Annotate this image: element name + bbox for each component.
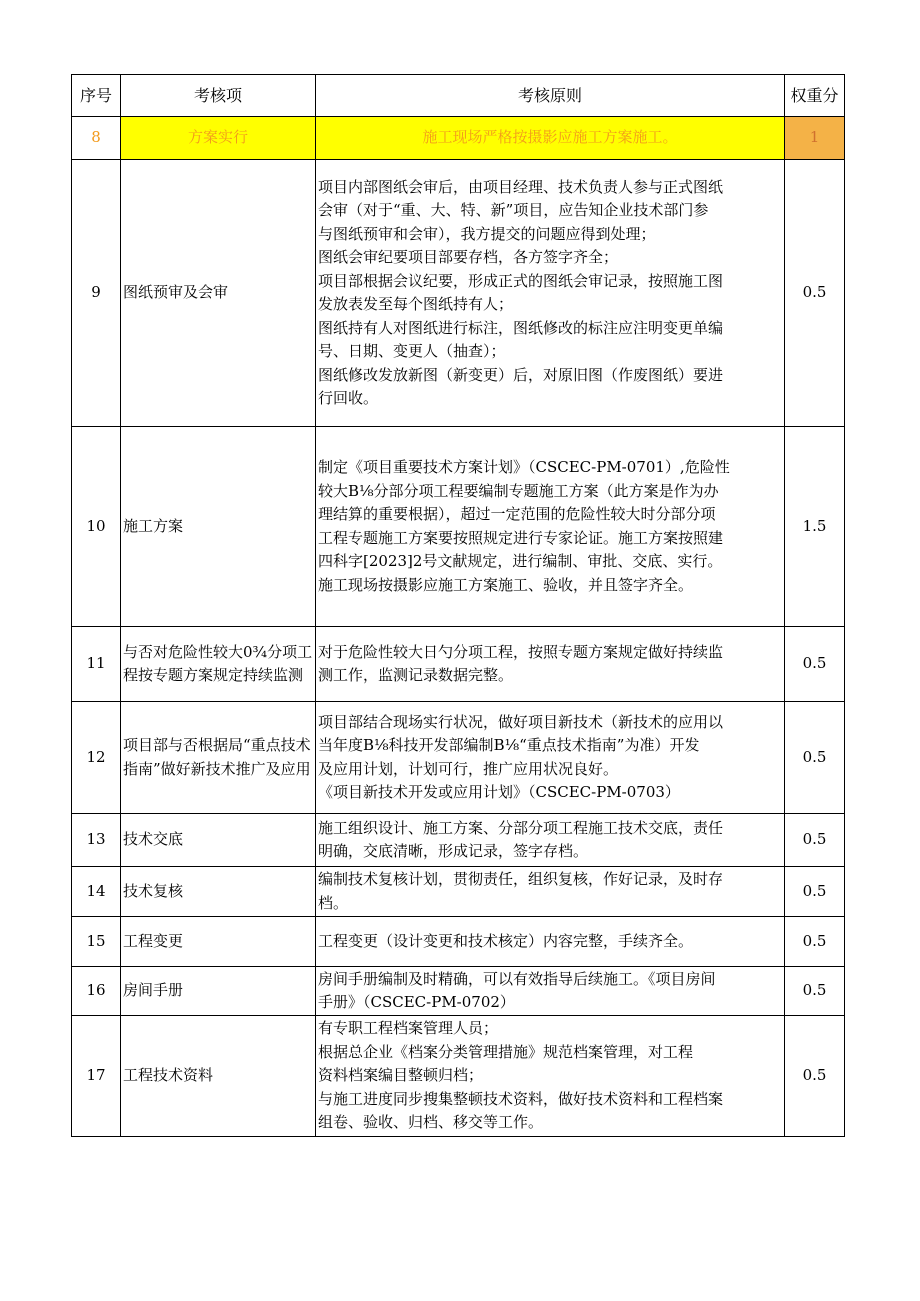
principle-line: 及应用计划，计划可行，推广应用状况良好。: [318, 759, 619, 778]
row-number: 11: [72, 627, 121, 702]
assessment-item: 技术复核: [121, 867, 316, 917]
principle-line: 根据总企业《档案分类管理措施》规范档案管理，对工程: [318, 1042, 694, 1061]
assessment-item: 与否对危险性较大0¾分项工程按专题方案规定持续监测: [121, 627, 316, 702]
assessment-principle: [316, 160, 785, 427]
principle-line: 图纸持有人对图纸进行标注，图纸修改的标注应注明变更单编: [318, 318, 724, 337]
row-number: 14: [72, 867, 121, 917]
principle-line: 施工组织设计、施工方案、分部分项工程施工技术交底，责任: [318, 818, 724, 837]
header-item: 考核项: [121, 75, 316, 117]
assessment-item: 工程变更: [121, 917, 316, 967]
principle-line: 资料档案编目整顿归档；: [318, 1066, 484, 1085]
assessment-item: 工程技术资料: [121, 1016, 316, 1137]
assessment-item: 房间手册: [121, 967, 316, 1016]
principle-line: 四科字[2023]2号文献规定，进行编制、审批、交底、实行。: [318, 552, 723, 570]
assessment-item: 方案实行: [121, 117, 316, 160]
weight-score: 0.5: [785, 814, 845, 867]
row-number: 8: [72, 117, 121, 160]
assessment-principle: [316, 867, 785, 917]
weight-score: 0.5: [785, 967, 845, 1016]
principle-line: 号、日期、变更人（抽查）；: [318, 342, 506, 360]
principle-line: 与施工进度同步搜集整顿技术资料，做好技术资料和工程档案: [318, 1089, 724, 1108]
principle-line: 较大B⅛分部分项工程要编制专题施工方案（此方案是作为办: [318, 481, 719, 500]
table-row: [72, 814, 845, 867]
principle-line: 施工现场严格按摄影应施工方案施工。: [422, 128, 678, 147]
table-row: [72, 702, 845, 814]
principle-line: 手册》（CSCEC-PM-0702）: [318, 993, 515, 1011]
principle-line: 明确，交底清晰，形成记录，签字存档。: [318, 842, 589, 860]
row-number: 9: [72, 160, 121, 427]
weight-score: 1: [785, 117, 845, 160]
assessment-principle: [316, 427, 785, 627]
principle-line: 编制技术复核计划，贯彻责任，组织复核，作好记录，及时存: [318, 870, 724, 888]
table-body: [72, 75, 845, 1137]
table-row: [72, 967, 845, 1016]
principle-line: 制定《项目重要技术方案计划》（CSCEC-PM-0701）,危险性: [318, 458, 730, 476]
row-number: 16: [72, 967, 121, 1016]
principle-line: 与图纸预审和会审），我方提交的问题应得到处理；: [318, 224, 656, 243]
row-number: 17: [72, 1016, 121, 1137]
principle-line: 档。: [318, 893, 349, 912]
assessment-item: 施工方案: [121, 427, 316, 627]
weight-score: 0.5: [785, 160, 845, 427]
principle-line: 行回收。: [318, 389, 379, 407]
weight-score: 0.5: [785, 867, 845, 917]
weight-score: 0.5: [785, 627, 845, 702]
row-number: 15: [72, 917, 121, 967]
table-row: [72, 160, 845, 427]
assessment-principle: [316, 702, 785, 814]
assessment-principle: [316, 814, 785, 867]
principle-line: 项目部根据会议纪要，形成正式的图纸会审记录，按照施工图: [318, 271, 724, 290]
assessment-principle: [316, 117, 785, 160]
weight-score: 0.5: [785, 1016, 845, 1137]
principle-line: 项目部结合现场实行状况，做好项目新技术（新技术的应用以: [318, 712, 724, 731]
assessment-principle: [316, 917, 785, 967]
assessment-principle: [316, 967, 785, 1016]
principle-line: 工程专题施工方案要按照规定进行专家论证。施工方案按照建: [318, 528, 724, 547]
table-row: [72, 427, 845, 627]
principle-line: 图纸修改发放新图（新变更）后，对原旧图（作废图纸）要进: [318, 365, 724, 384]
row-number: 13: [72, 814, 121, 867]
table-row: [72, 1016, 845, 1137]
header-no: 序号: [72, 75, 121, 117]
assessment-principle: [316, 627, 785, 702]
assessment-item: 项目部与否根据局“重点技术指南”做好新技术推广及应用: [121, 702, 316, 814]
assessment-item: 技术交底: [121, 814, 316, 867]
weight-score: 1.5: [785, 427, 845, 627]
header-principle: 考核原则: [316, 75, 785, 117]
principle-line: 《项目新技术开发或应用计划》（CSCEC-PM-0703）: [318, 783, 680, 801]
principle-line: 理结算的重要根据），超过一定范围的危险性较大时分部分项: [318, 505, 716, 523]
principle-line: 项目内部图纸会审后，由项目经理、技术负责人参与正式图纸: [318, 177, 724, 196]
row-number: 10: [72, 427, 121, 627]
weight-score: 0.5: [785, 917, 845, 967]
principle-line: 施工现场按摄影应施工方案施工、验收，并且签字齐全。: [318, 575, 694, 594]
header-row: [72, 75, 845, 117]
assessment-table: [71, 74, 845, 1137]
principle-line: 发放表发至每个图纸持有人；: [318, 295, 514, 313]
header-weight: 权重分: [785, 75, 845, 117]
principle-line: 会审（对于“重、大、特、新”项目，应告知企业技术部门参: [318, 201, 709, 219]
principle-line: 图纸会审纪要项目部要存档，各方签字齐全；: [318, 248, 619, 266]
principle-line: 房间手册编制及时精确，可以有效指导后续施工。《项目房间: [318, 969, 716, 988]
table-row: [72, 627, 845, 702]
assessment-item: 图纸预审及会审: [121, 160, 316, 427]
assessment-principle: [316, 1016, 785, 1137]
table-row: [72, 117, 845, 160]
table-row: [72, 867, 845, 917]
table-row: [72, 917, 845, 967]
weight-score: 0.5: [785, 702, 845, 814]
principle-line: 工程变更（设计变更和技术核定）内容完整，手续齐全。: [318, 931, 694, 950]
row-number: 12: [72, 702, 121, 814]
principle-line: 有专职工程档案管理人员；: [318, 1019, 499, 1038]
principle-line: 对于危险性较大日勺分项工程，按照专题方案规定做好持续监: [318, 642, 724, 661]
principle-line: 当年度B⅛科技开发部编制B⅛“重点技术指南”为准）开发: [318, 736, 700, 754]
principle-line: 测工作，监测记录数据完整。: [318, 666, 514, 684]
principle-line: 组卷、验收、归档、移交等工作。: [318, 1113, 544, 1132]
